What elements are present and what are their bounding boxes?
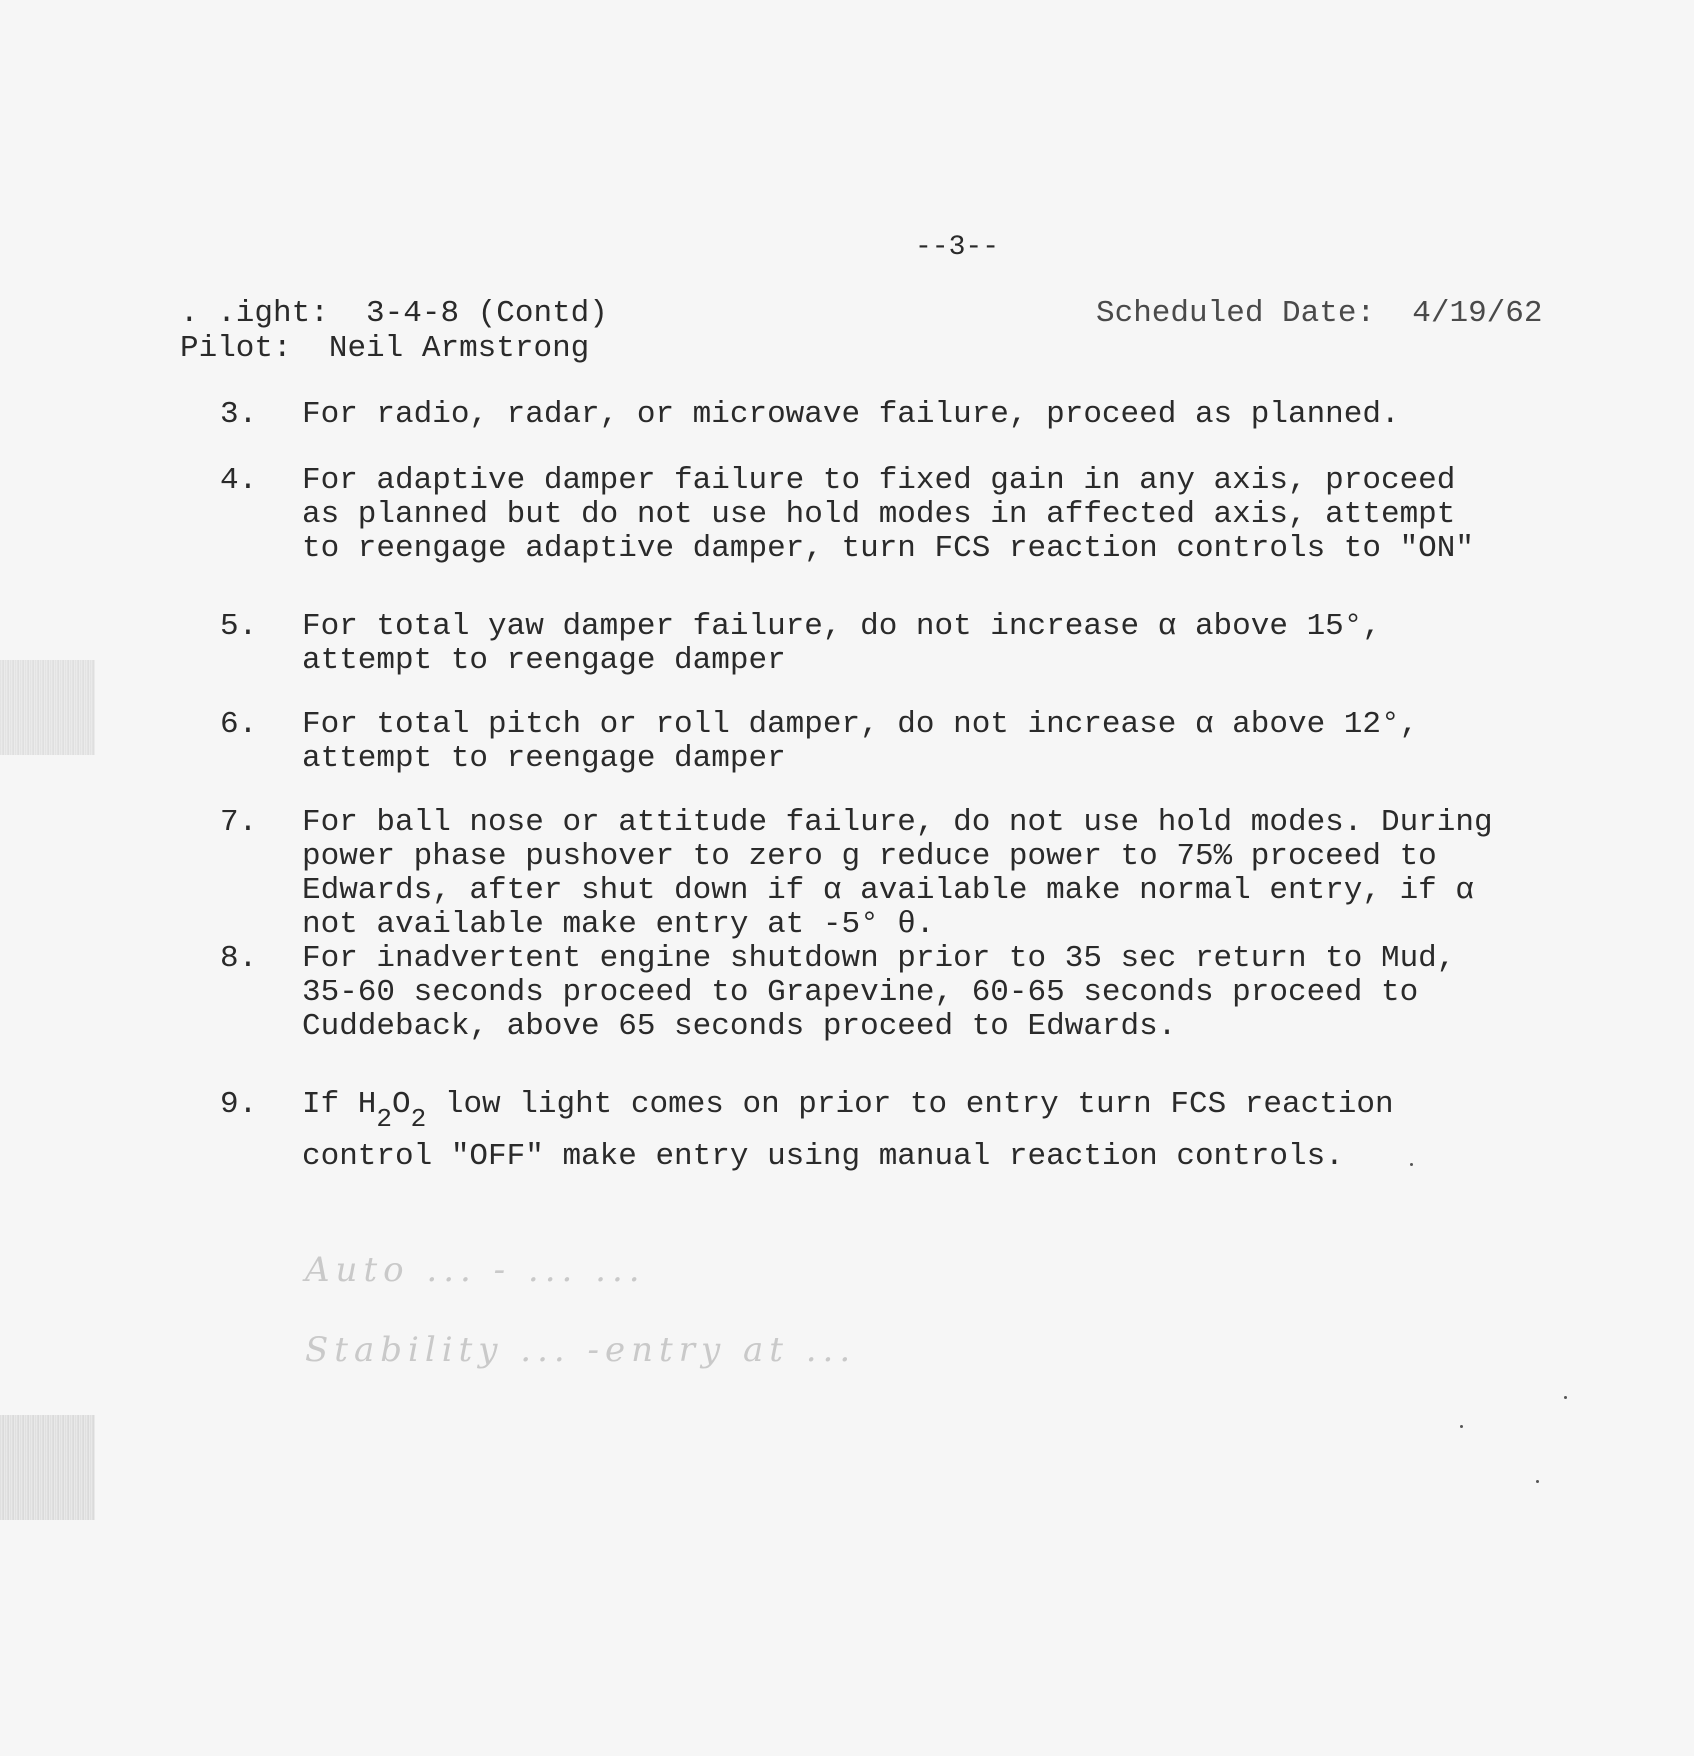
item-number: 3.	[220, 397, 258, 432]
scheduled-label: Scheduled Date:	[1096, 296, 1376, 331]
pilot-label: Pilot:	[180, 331, 292, 366]
speck	[1536, 1480, 1539, 1483]
list-item	[220, 610, 1620, 678]
scan-artifact	[0, 660, 95, 755]
item-text: For adaptive damper failure to fixed gain in any axis, proceed as planned but do not use hold modes in affected axis, attempt to reengage adaptive damper, turn FCS reaction controls to "ON"	[302, 463, 1474, 566]
item-number: 6.	[220, 707, 258, 742]
flight-header	[180, 296, 608, 366]
pilot-value: Neil Armstrong	[328, 331, 590, 366]
flight-line	[180, 296, 608, 331]
flight-label: . .ight:	[180, 296, 329, 331]
list-item	[220, 708, 1620, 776]
list-item	[220, 464, 1620, 566]
procedure-list	[220, 398, 1620, 1174]
schedule-header	[1096, 296, 1543, 331]
item-number: 7.	[220, 805, 258, 840]
item-text: If $H_2O_2$ low light comes on prior to entry turn FCS reaction control "OFF" make entry using manual reaction controls.	[302, 1087, 1394, 1174]
scheduled-value: 4/19/62	[1412, 296, 1543, 331]
item-number: 9.	[220, 1087, 258, 1122]
flight-value: 3-4-8 (Contd)	[366, 296, 608, 331]
list-item	[220, 1088, 1620, 1174]
list-item	[220, 942, 1620, 1044]
item-text: For radio, radar, or microwave failure, proceed as planned.	[302, 397, 1400, 432]
speck	[1410, 1163, 1413, 1166]
handwritten-pencil-note: Auto ... - ... ... Stability ... -entry at ...	[305, 1250, 857, 1370]
page-number: --3--	[915, 232, 1000, 263]
item-number: 4.	[220, 463, 258, 498]
item-text: For total pitch or roll damper, do not increase α above 12°, attempt to reengage damper	[302, 707, 1419, 776]
item-text: For total yaw damper failure, do not increase α above 15°, attempt to reengage damper	[302, 609, 1381, 678]
item-text: For ball nose or attitude failure, do not use hold modes. During power phase pushover to zero g reduce power to 75% proceed to Edwards, after shut down if α available make normal entry, if α not available make entry at -5° θ.	[302, 805, 1493, 942]
speck	[1460, 1425, 1463, 1428]
list-item	[220, 398, 1620, 432]
list-item	[220, 806, 1620, 942]
scan-artifact	[0, 1415, 95, 1520]
item-number: 8.	[220, 941, 258, 976]
speck	[1564, 1396, 1567, 1399]
item-text: For inadvertent engine shutdown prior to 35 sec return to Mud, 35-60 seconds proceed to Grapevine, 60-65 seconds proceed to Cuddeback, above 65 seconds proceed to Edwards.	[302, 941, 1456, 1044]
pilot-line	[180, 331, 608, 366]
item-number: 5.	[220, 609, 258, 644]
